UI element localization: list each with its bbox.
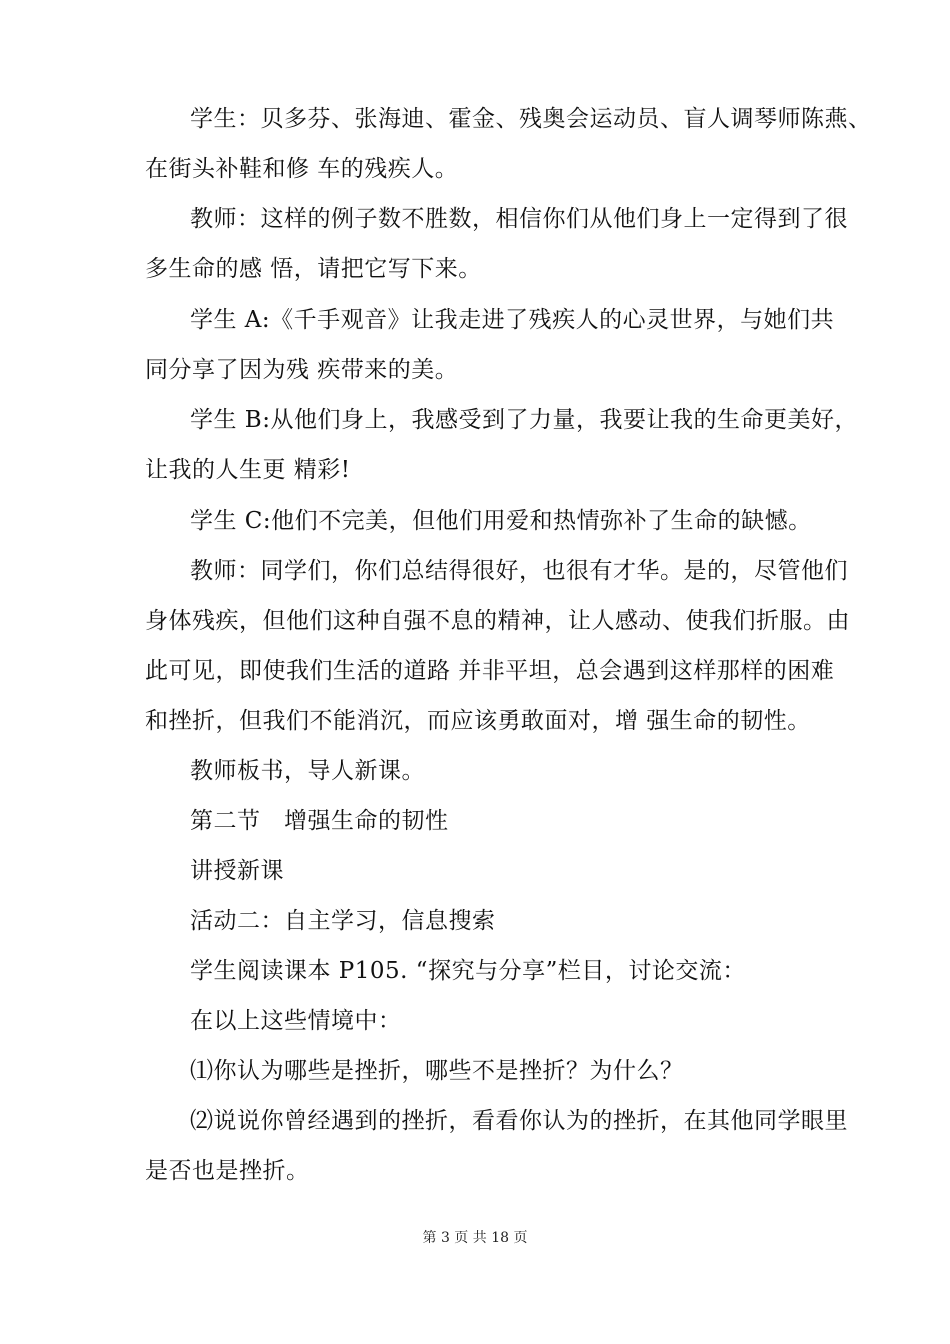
paragraph-4-line-2: 让我的人生更 精彩! [145,457,351,483]
section-heading: 第二节 增强生命的韧性 [190,808,449,834]
paragraph-5-line-1: 学生 C:他们不完美，但他们用爱和热情弥补了生命的缺憾。 [190,508,812,534]
paragraph-7-line-1: 教师板书，导人新课。 [190,758,425,784]
subheading-new-lesson: 讲授新课 [190,858,284,884]
paragraph-11-line-1: 学生阅读课本 P105. “探究与分享”栏目，讨论交流： [190,958,746,984]
paragraph-4-line-1: 学生 B:从他们身上，我感受到了力量，我要让我的生命更美好， [190,407,858,433]
paragraph-3-line-2: 同分享了因为残 疾带来的美。 [145,357,459,383]
activity-heading: 活动二：自主学习，信息搜索 [190,908,496,934]
paragraph-12-line-1: 在以上这些情境中： [190,1008,402,1034]
paragraph-6-line-1: 教师：同学们，你们总结得很好，也很有才华。是的，尽管他们 [190,558,848,584]
question-2-line-2: 是否也是挫折。 [145,1158,310,1184]
paragraph-6-line-2: 身体残疾，但他们这种自强不息的精神，让人感动、使我们折服。由 [145,608,850,634]
paragraph-1-line-2: 在街头补鞋和修 车的残疾人。 [145,156,459,182]
paragraph-6-line-3: 此可见，即使我们生活的道路 并非平坦，总会遇到这样那样的困难 [145,658,835,684]
question-2-line-1: ⑵说说你曾经遇到的挫折，看看你认为的挫折，在其他同学眼里 [190,1108,848,1134]
page-footer: 第 3 页 共 18 页 [422,1230,528,1246]
paragraph-1-line-1: 学生：贝多芬、张海迪、霍金、残奥会运动员、盲人调琴师陈燕、 [190,106,872,132]
paragraph-2-line-2: 多生命的感 悟，请把它写下来。 [145,256,482,282]
paragraph-2-line-1: 教师：这样的例子数不胜数，相信你们从他们身上一定得到了很 [190,206,848,232]
paragraph-6-line-4: 和挫折，但我们不能消沉，而应该勇敢面对，增 强生命的韧性。 [145,708,811,734]
question-1: ⑴你认为哪些是挫折，哪些不是挫折？为什么？ [190,1058,684,1084]
paragraph-3-line-1: 学生 A:《千手观音》让我走进了残疾人的心灵世界，与她们共 [190,307,835,333]
